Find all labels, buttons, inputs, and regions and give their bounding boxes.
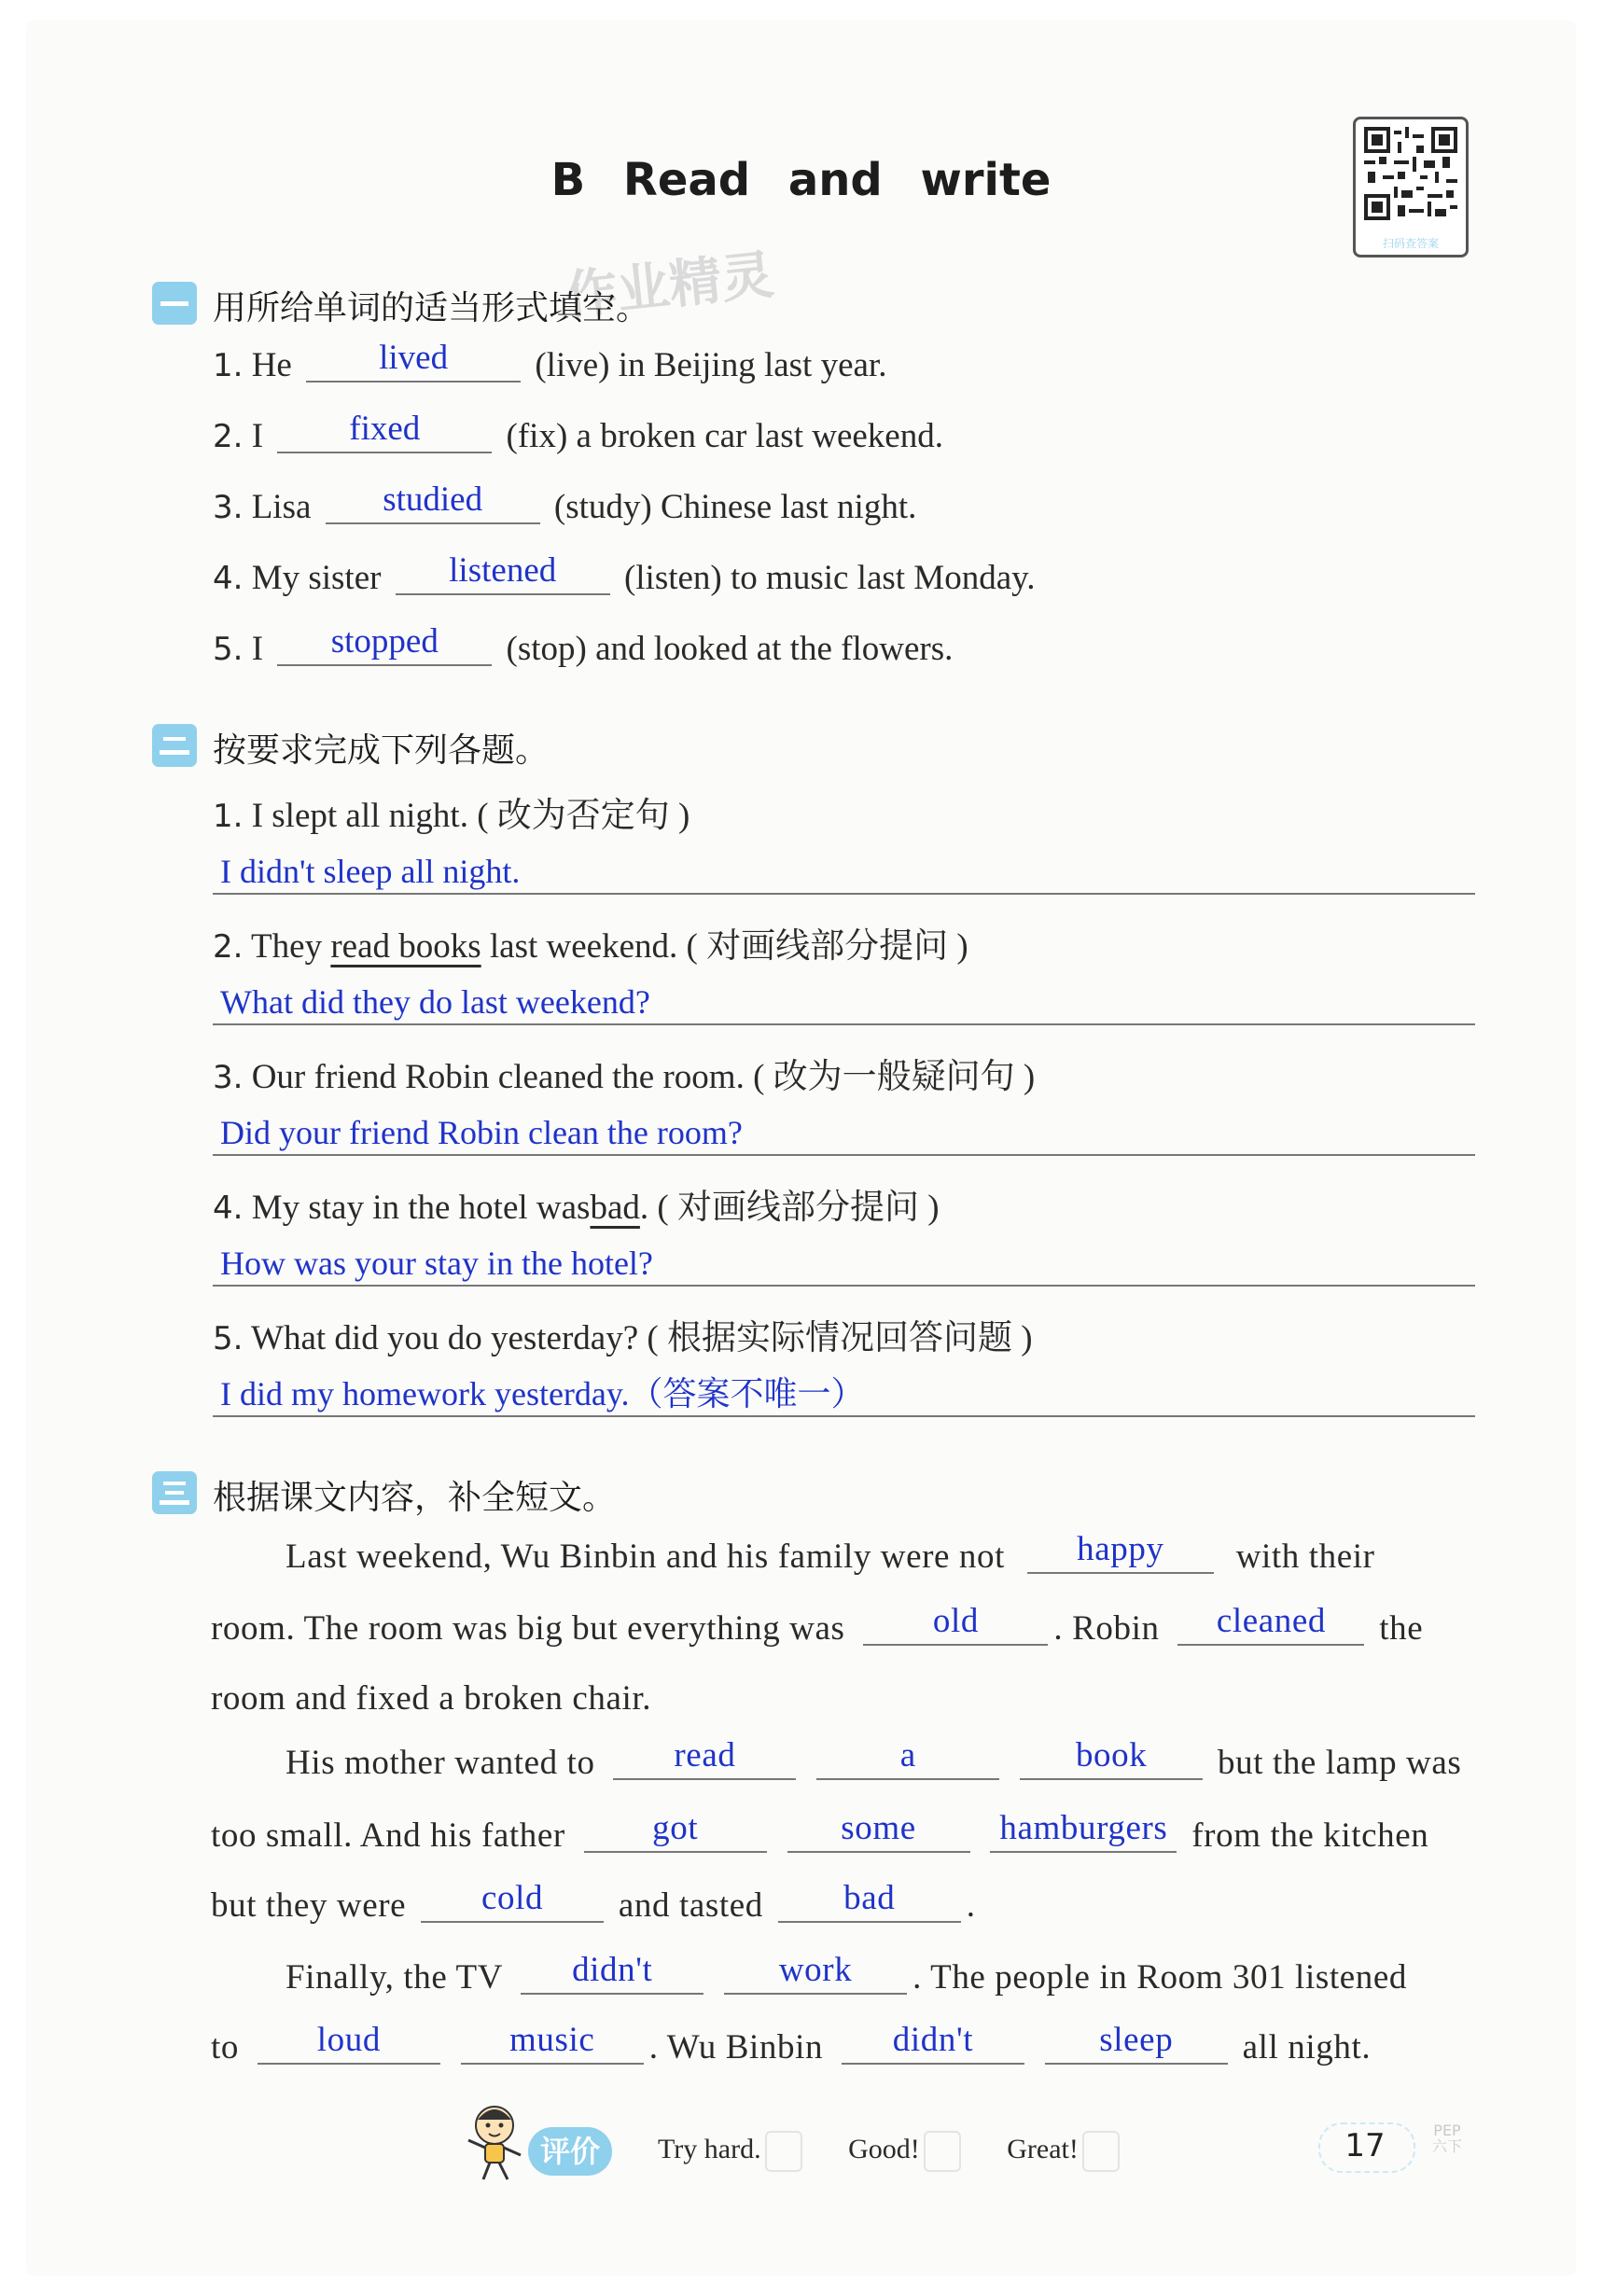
s1-question-3 (213, 480, 917, 532)
s2-question-5 (213, 1309, 1033, 1359)
passage-blank[interactable]: loud (258, 2022, 440, 2065)
question-text: I (251, 417, 264, 455)
section-3-icon (152, 1471, 197, 1514)
s2-question-2 (213, 917, 968, 967)
rating-good-label: Good! (848, 2133, 920, 2164)
answer-blank[interactable]: fixed (277, 410, 492, 453)
rating-checkbox-try-hard[interactable] (765, 2131, 802, 2172)
s2-question-4 (213, 1178, 940, 1229)
question-number: 1. (213, 347, 244, 384)
passage-blank[interactable]: some (787, 1810, 970, 1853)
evaluation-badge: 评价 (528, 2127, 612, 2176)
underlined-part: bad (590, 1189, 640, 1227)
s2-answer-line-4[interactable]: How was your stay in the hotel? (213, 1242, 1475, 1287)
question-number: 4. (213, 1190, 244, 1227)
passage-blank[interactable]: old (863, 1603, 1048, 1646)
passage-blank[interactable]: a (816, 1737, 999, 1780)
passage-text: . Wu Binbin (648, 2028, 824, 2066)
passage-blank[interactable]: got (584, 1810, 767, 1853)
section-3-heading: 根据课文内容，补全短文。 (213, 1479, 617, 1517)
passage-text: to (211, 2028, 239, 2066)
question-task: ( 对画线部分提问 ) (686, 927, 968, 966)
question-task: ( 改为一般疑问句 ) (753, 1058, 1036, 1096)
question-text: (listen) to music last Monday. (623, 559, 1036, 597)
section-1-icon (152, 282, 197, 325)
passage-text: . (966, 1886, 976, 1925)
answer-blank[interactable]: listened (396, 552, 610, 595)
s2-question-1 (213, 786, 690, 837)
s2-question-3 (213, 1048, 1035, 1098)
passage-blank[interactable]: cleaned (1177, 1603, 1364, 1646)
question-number: 3. (213, 1059, 244, 1096)
page-number: 17 (1344, 2127, 1386, 2164)
rating-checkbox-good[interactable] (924, 2131, 961, 2172)
passage-blank[interactable]: happy (1027, 1531, 1214, 1574)
question-text: Our friend Robin cleaned the room. (251, 1058, 745, 1096)
question-number: 5. (213, 631, 244, 668)
question-task: ( 根据实际情况回答问题 ) (647, 1319, 1033, 1357)
edition-series: PEP (1433, 2122, 1461, 2139)
edition-grade: 六下 (1431, 2137, 1462, 2155)
passage-blank[interactable]: hamburgers (990, 1810, 1177, 1853)
passage-line (211, 1809, 1429, 1860)
s2-answer-line-3[interactable]: Did your friend Robin clean the room? (213, 1111, 1475, 1156)
rating-try-hard-label: Try hard. (658, 2133, 761, 2164)
passage-text: but the lamp was (1218, 1744, 1462, 1782)
passage-text: Last weekend, Wu Binbin and his family were not (286, 1538, 1005, 1576)
question-number: 1. (213, 798, 244, 835)
edition-mark (1424, 2122, 1470, 2154)
question-text: (fix) a broken car last weekend. (506, 417, 943, 455)
section-2-icon (152, 724, 197, 767)
s1-question-2 (213, 410, 943, 461)
passage-line (211, 1879, 976, 1930)
rating-row (658, 2131, 1159, 2172)
question-text: My stay in the hotel was (251, 1189, 591, 1227)
question-task: ( 改为否定句 ) (477, 797, 690, 835)
passage-line (286, 1951, 1407, 2002)
passage-text: . The people in Room 301 listened (912, 1958, 1407, 1997)
question-text: I slept all night. (251, 797, 468, 835)
passage-blank[interactable]: music (461, 2022, 644, 2065)
mascot-icon (457, 2099, 532, 2183)
answer-blank[interactable]: stopped (277, 623, 492, 666)
section-2-heading: 按要求完成下列各题。 (213, 731, 550, 770)
s1-question-5 (213, 622, 954, 674)
passage-blank[interactable]: bad (778, 1880, 961, 1923)
passage-blank[interactable]: book (1020, 1737, 1203, 1780)
passage-text: the (1379, 1609, 1424, 1648)
rating-great-label: Great! (1007, 2133, 1079, 2164)
underlined-part: read books (330, 927, 481, 966)
question-text: Lisa (251, 488, 312, 526)
passage-blank[interactable]: sleep (1045, 2022, 1228, 2065)
question-text: last weekend. (489, 927, 678, 966)
passage-text: all night. (1242, 2028, 1372, 2066)
question-number: 4. (213, 560, 244, 597)
passage-text: too small. And his father (211, 1816, 565, 1855)
passage-text: but they were (211, 1886, 407, 1925)
page-title: B Read and write (550, 154, 1052, 206)
passage-blank[interactable]: didn't (521, 1952, 703, 1995)
passage-blank[interactable]: cold (421, 1880, 604, 1923)
passage-line (286, 1736, 1462, 1788)
question-text: (live) in Beijing last year. (535, 346, 887, 384)
s2-answer-line-5[interactable]: I did my homework yesterday.（答案不唯一） (213, 1372, 1475, 1417)
passage-blank[interactable]: read (613, 1737, 796, 1780)
s1-question-1 (213, 339, 887, 390)
passage-line: room and fixed a broken chair. (211, 1679, 652, 1718)
question-number: 3. (213, 489, 244, 526)
passage-text: and tasted (618, 1886, 763, 1925)
question-text: . (639, 1189, 649, 1227)
section-1-heading: 用所给单词的适当形式填空。 (213, 289, 650, 327)
passage-line (286, 1530, 1375, 1581)
question-number: 5. (213, 1320, 244, 1357)
passage-blank[interactable]: work (724, 1952, 907, 1995)
s1-question-4 (213, 551, 1036, 603)
question-task: ( 对画线部分提问 ) (657, 1189, 940, 1227)
passage-text: from the kitchen (1191, 1816, 1429, 1855)
s2-answer-line-2[interactable]: What did they do last weekend? (213, 981, 1475, 1025)
qr-code[interactable] (1353, 117, 1469, 257)
question-text: My sister (251, 559, 382, 597)
question-text: What did you do yesterday? (251, 1319, 639, 1357)
question-text: He (251, 346, 292, 384)
passage-text: room. The room was big but everything was (211, 1609, 845, 1648)
answer-blank[interactable]: studied (326, 481, 540, 524)
answer-blank[interactable]: lived (306, 340, 521, 383)
question-text: I (251, 630, 264, 668)
qr-caption: 扫码查答案 (1382, 237, 1439, 250)
passage-line (211, 1602, 1424, 1653)
rating-checkbox-great[interactable] (1082, 2131, 1120, 2172)
passage-text: Finally, the TV (286, 1958, 503, 1997)
watermark: 作业精灵 (562, 244, 777, 327)
s2-answer-line-1[interactable]: I didn't sleep all night. (213, 850, 1475, 895)
passage-text: His mother wanted to (286, 1744, 595, 1782)
question-number: 2. (213, 418, 244, 455)
passage-blank[interactable]: didn't (842, 2022, 1024, 2065)
question-text: (study) Chinese last night. (553, 488, 917, 526)
passage-text: with their (1235, 1538, 1375, 1576)
question-number: 2. (213, 928, 244, 966)
qr-code-icon (1364, 127, 1457, 220)
passage-text: . Robin (1053, 1609, 1160, 1648)
question-text: They (251, 927, 323, 966)
question-text: (stop) and looked at the flowers. (506, 630, 954, 668)
passage-line (211, 2021, 1372, 2072)
